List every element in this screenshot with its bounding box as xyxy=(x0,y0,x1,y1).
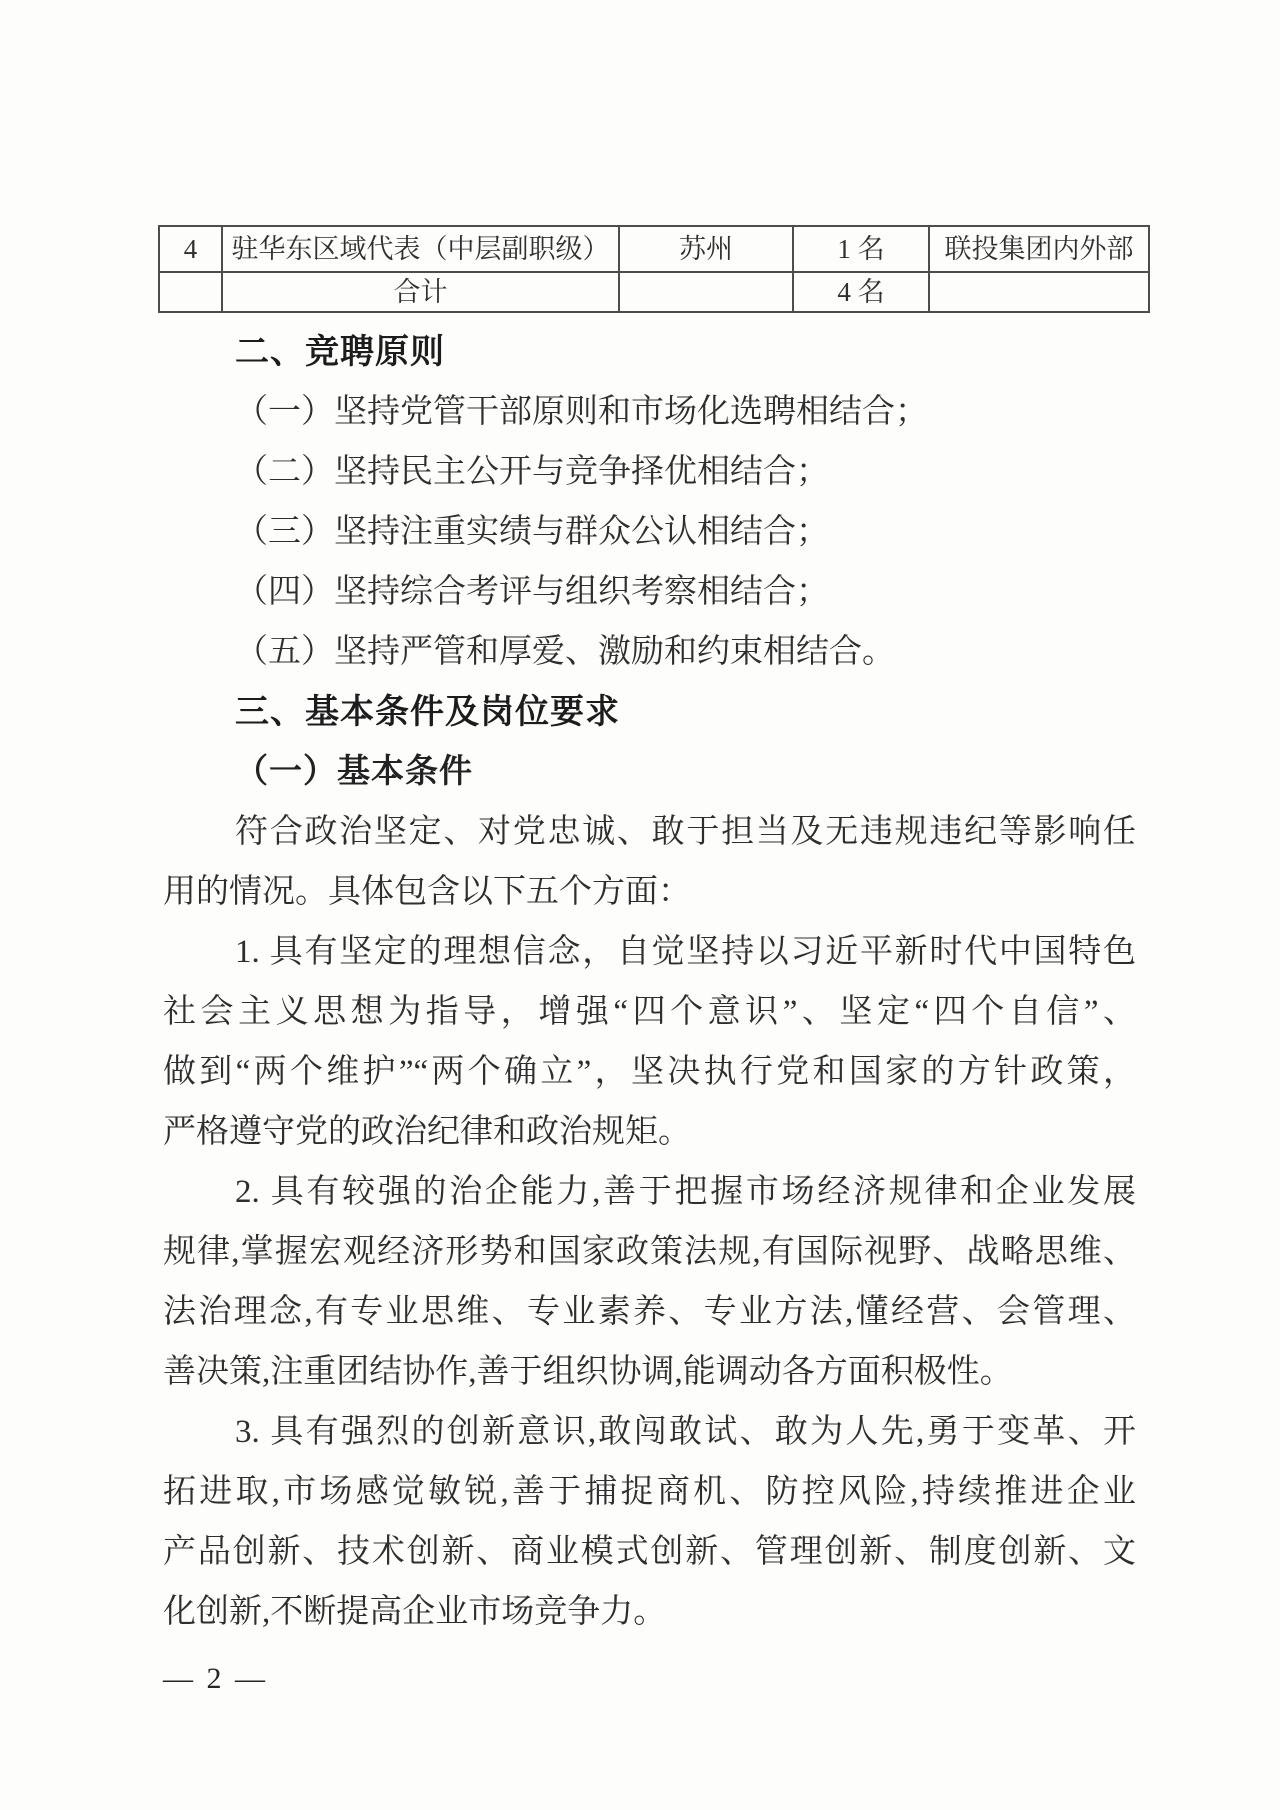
table-cell-index: 4 xyxy=(159,226,222,272)
text-line: 用的情况。具体包含以下五个方面： xyxy=(163,874,691,910)
text-line: 二、竞聘原则 xyxy=(235,333,445,371)
table-cell-headcount: 1 名 xyxy=(793,226,929,272)
text-line: 社会主义思想为指导，增强“四个意识”、坚定“四个自信”、 xyxy=(163,994,1136,1030)
text-line: 严格遵守党的政治纪律和政治规矩。 xyxy=(163,1114,691,1150)
table-row xyxy=(159,226,1149,272)
text-line: 规律,掌握宏观经济形势和国家政策法规,有国际视野、战略思维、 xyxy=(163,1234,1136,1270)
text-line: 法治理念,有专业思维、专业素养、专业方法,懂经营、会管理、 xyxy=(163,1294,1136,1330)
text-line: （三）坚持注重实绩与群众公认相结合； xyxy=(235,514,829,550)
text-line: 产品创新、技术创新、商业模式创新、管理创新、制度创新、文 xyxy=(163,1534,1136,1570)
text-line: （二）坚持民主公开与竞争择优相结合； xyxy=(235,454,829,490)
text-line: （一）坚持党管干部原则和市场化选聘相结合； xyxy=(235,394,928,430)
positions-table-wrap xyxy=(158,225,1150,313)
table-cell-total-headcount: 4 名 xyxy=(793,272,929,312)
text-line: 拓进取,市场感觉敏锐,善于捕捉商机、防控风险,持续推进企业 xyxy=(163,1474,1136,1510)
text-line: 化创新,不断提高企业市场竞争力。 xyxy=(163,1594,667,1630)
table-cell-scope xyxy=(929,272,1149,312)
text-line: 2. 具有较强的治企能力,善于把握市场经济规律和企业发展 xyxy=(235,1174,1136,1210)
page-number: — 2 — xyxy=(163,1662,268,1695)
document-body xyxy=(163,322,1136,1642)
table-cell-total-label: 合计 xyxy=(222,272,619,312)
positions-table xyxy=(158,225,1150,313)
table-cell-position: 驻华东区域代表（中层副职级） xyxy=(222,226,619,272)
text-line: 符合政治坚定、对党忠诚、敢于担当及无违规违纪等影响任 xyxy=(235,814,1136,850)
text-line: 善决策,注重团结协作,善于组织协调,能调动各方面积极性。 xyxy=(163,1354,1013,1390)
text-line: 做到“两个维护”“两个确立”，坚决执行党和国家的方针政策， xyxy=(163,1054,1136,1090)
table-cell-location: 苏州 xyxy=(619,226,793,272)
text-line: 1. 具有坚定的理想信念，自觉坚持以习近平新时代中国特色 xyxy=(235,934,1136,970)
text-line: （一）基本条件 xyxy=(235,754,473,790)
text-line: （四）坚持综合考评与组织考察相结合； xyxy=(235,574,829,610)
table-cell-index xyxy=(159,272,222,312)
text-line: （五）坚持严管和厚爱、激励和约束相结合。 xyxy=(235,634,895,670)
table-cell-location xyxy=(619,272,793,312)
table-row xyxy=(159,272,1149,312)
text-line: 3. 具有强烈的创新意识,敢闯敢试、敢为人先,勇于变革、开 xyxy=(235,1414,1136,1450)
text-line: 三、基本条件及岗位要求 xyxy=(235,693,620,731)
table-cell-scope: 联投集团内外部 xyxy=(929,226,1149,272)
